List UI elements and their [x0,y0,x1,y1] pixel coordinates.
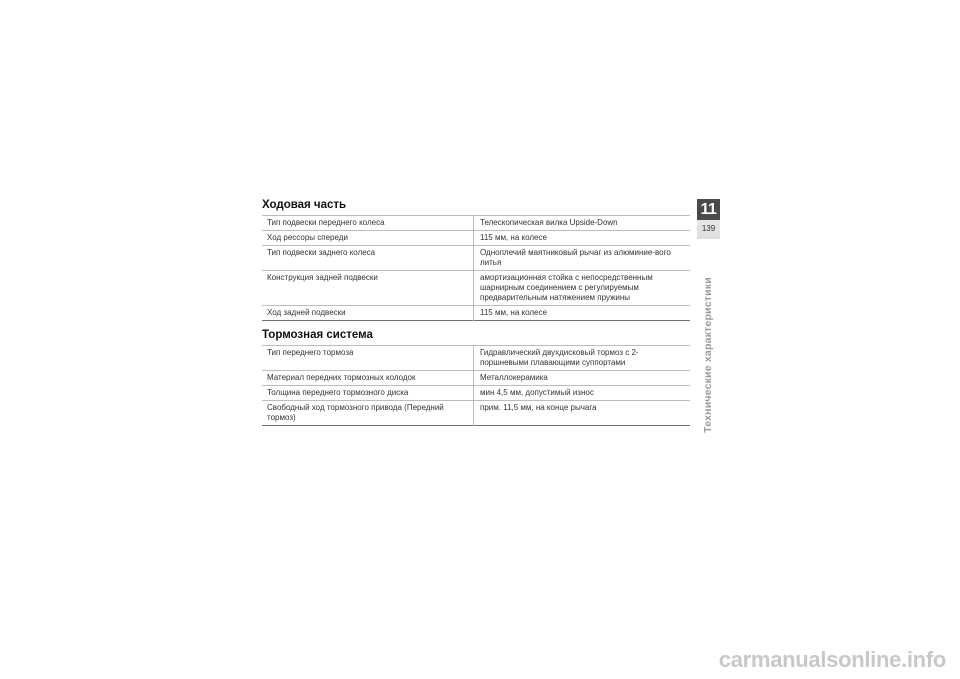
spec-label: Толщина переднего тормозного диска [262,386,474,401]
section-title-chassis: Ходовая часть [262,199,347,211]
spec-label: Материал передних тормозных колодок [262,371,474,386]
spec-label: Свободный ход тормозного привода (Передний тормоз) [262,401,474,426]
table-row [262,386,690,401]
spec-value: прим. 11,5 мм, на конце рычага [480,403,597,412]
section-title-brakes: Тормозная система [262,329,373,341]
spec-value: мин 4,5 мм, допустимый износ [480,388,594,397]
spec-value: 115 мм, на колесе [480,233,547,242]
side-title-container [699,255,717,455]
table-row [262,246,690,271]
spec-label: Ход задней подвески [262,306,474,321]
page-number: 139 [701,224,716,233]
spec-value: Одноплечий маятниковый рычаг из алюминие-вого литья [480,248,671,267]
chassis-spec-table [262,215,690,321]
chapter-side-title: Технические характеристики [702,277,714,433]
spec-value: Телескопическая вилка Upside-Down [480,218,618,227]
table-row [262,231,690,246]
table-row [262,216,690,231]
table-row [262,346,690,371]
table-row [262,371,690,386]
table-row [262,271,690,306]
brakes-spec-table [262,345,690,426]
spec-label: Тип переднего тормоза [262,346,474,371]
table-row [262,401,690,426]
spec-value: амортизационная стойка с непосредственным шарнирным соединением с регулируемым предварительным натяжением пружины [480,273,653,302]
watermark: carmanualsonline.info [718,647,946,672]
spec-label: Конструкция задней подвески [262,271,474,306]
spec-value: 115 мм, на колесе [480,308,547,317]
spec-label: Тип подвески переднего колеса [262,216,474,231]
spec-label: Ход рессоры спереди [262,231,474,246]
spec-value: Гидравлический двухдисковый тормоз с 2-поршневыми плавающими суппортами [480,348,639,367]
main-content [262,199,690,426]
table-row [262,306,690,321]
chapter-number: 11 [697,199,720,220]
spec-value: Металлокерамика [480,373,548,382]
spec-label: Тип подвески заднего колеса [262,246,474,271]
